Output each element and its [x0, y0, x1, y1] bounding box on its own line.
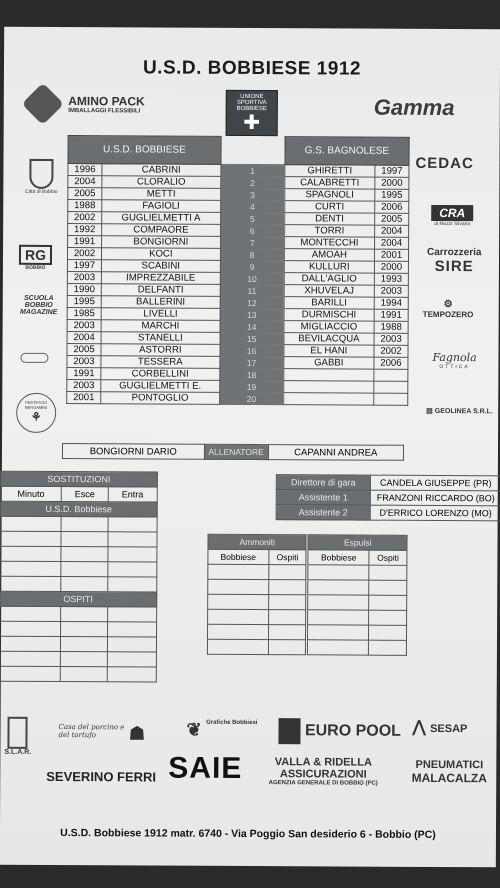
- home-player-name: DELFANTI: [101, 284, 220, 297]
- away-player-name: GABBI: [284, 357, 374, 369]
- away-player-year: [374, 369, 408, 381]
- home-player-year: 1997: [67, 260, 101, 272]
- away-player-name: DALL'AGLIO: [284, 273, 374, 285]
- away-player-name: KULLURI: [284, 261, 374, 273]
- europool-logo: [278, 718, 401, 745]
- home-player-year: 2003: [67, 272, 101, 284]
- rg-title: RG: [19, 245, 52, 265]
- geolinea-label: GEOLINEA S.R.L.: [434, 407, 493, 416]
- saie-logo: SAIE: [168, 751, 243, 785]
- home-player-year: 2001: [67, 392, 101, 404]
- coach-row: [62, 443, 404, 461]
- severino-logo: SEVERINO FERRI: [46, 768, 157, 785]
- cra-sub: di Mozzi Silvana: [434, 220, 471, 228]
- away-coach: CAPANNI ANDREA: [268, 445, 403, 461]
- shirt-number: 14: [220, 320, 284, 332]
- home-player-name: ASTORRI: [101, 344, 220, 357]
- geolinea-logo: [426, 407, 493, 415]
- away-player-year: 2000: [375, 177, 409, 189]
- shirt-number: 10: [220, 272, 284, 284]
- pneumatici-label: PNEUMATICI: [415, 758, 484, 772]
- home-player-year: 2004: [68, 176, 102, 188]
- subs-home-row: [0, 516, 157, 532]
- cra-logo: [431, 205, 473, 227]
- home-player-year: 2004: [67, 332, 101, 344]
- match-sheet: [0, 27, 500, 868]
- porcino-label: Casa del porcino e del tartufo: [58, 723, 125, 740]
- warned-away: Ospiti: [269, 550, 307, 565]
- citta-label: Città di Bobbio: [25, 188, 58, 195]
- sesap-label: SESAP: [430, 722, 468, 736]
- home-player-name: TESSERA: [101, 356, 220, 369]
- shirt-number: 15: [220, 332, 284, 344]
- away-player-year: 2002: [374, 345, 408, 357]
- away-player-name: SPAGNOLI: [284, 189, 374, 201]
- shirt-number: 17: [220, 356, 284, 368]
- away-player-year: 1991: [374, 309, 408, 321]
- subs-col-in: Entra: [108, 487, 157, 502]
- home-team-header: U.S.D. BOBBIESE: [68, 136, 221, 165]
- cards-row: [207, 624, 406, 640]
- assistant1-role: Assistente 1: [276, 490, 370, 505]
- home-player-year: 1990: [67, 284, 101, 296]
- ottica-label: OTTICA: [439, 363, 470, 371]
- home-player-year: 2002: [67, 248, 101, 260]
- cards-row: [208, 609, 407, 625]
- malacalza-label: MALACALZA: [411, 770, 487, 786]
- away-player-name: [283, 369, 373, 381]
- amino-title: AMINO PACK: [68, 94, 145, 109]
- club-crest: [226, 90, 278, 136]
- home-player-name: IMPREZZABILE: [101, 272, 220, 285]
- home-player-year: 2002: [68, 212, 102, 224]
- away-player-name: BARILLI: [284, 297, 374, 309]
- shirt-number: 13: [220, 308, 284, 320]
- crest-line-2: BOBBIESE: [236, 105, 267, 113]
- carrozzeria-label: Carrozzeria: [426, 246, 482, 259]
- wheat-icon: ⚘: [30, 409, 42, 424]
- shirt-number: 12: [220, 296, 284, 308]
- subs-home-row: [0, 561, 157, 577]
- lineup-body: [67, 164, 409, 406]
- home-player-year: 1991: [67, 368, 101, 380]
- away-player-year: 1988: [374, 321, 408, 333]
- home-player-name: CLORALIO: [102, 176, 221, 189]
- home-coach: BONGIORNI DARIO: [62, 444, 204, 460]
- home-player-year: 2005: [68, 188, 102, 200]
- warned-header: Ammoniti: [208, 534, 307, 550]
- shirt-number: 9: [220, 260, 284, 272]
- away-player-year: 2005: [375, 213, 409, 225]
- away-player-year: 1995: [375, 189, 409, 201]
- sentoff-away: Ospiti: [369, 550, 407, 565]
- shirt-number: 8: [220, 248, 284, 260]
- subs-home-label: U.S.D. Bobbiese: [0, 501, 157, 517]
- grafiche-logo: [186, 720, 257, 741]
- home-player-name: FAGIOLI: [102, 200, 221, 213]
- away-player-name: MONTECCHI: [284, 237, 374, 249]
- cra-title: CRA: [431, 205, 473, 221]
- away-player-name: DURMISCHI: [284, 309, 374, 321]
- away-player-name: DENTI: [284, 213, 374, 225]
- pastificio-logo: [16, 393, 56, 433]
- cross-icon: ✚: [243, 111, 261, 135]
- substitutions-table: [0, 471, 158, 683]
- home-player-name: GUGLIELMETTI E.: [101, 380, 220, 393]
- lineup-row: [67, 392, 408, 406]
- away-player-name: XHUVELAJ: [284, 285, 374, 297]
- shirt-number: 1: [221, 164, 285, 176]
- carrozzeria-sire-logo: [427, 247, 482, 275]
- subs-away-row: [0, 621, 157, 637]
- shirt-number: 2: [220, 176, 284, 188]
- sesap-icon: ⋀: [412, 718, 426, 736]
- away-player-name: CALABRETTI: [284, 177, 374, 189]
- home-player-year: 1985: [67, 308, 101, 320]
- subs-away-row: [0, 651, 156, 667]
- away-team-header: G.S. BAGNOLESE: [285, 137, 410, 166]
- home-player-year: 1995: [67, 296, 101, 308]
- subs-away-row: [0, 606, 157, 622]
- porcino-logo: [58, 723, 168, 745]
- door-icon: [8, 717, 28, 749]
- sesap-logo: [412, 717, 467, 737]
- away-player-year: [374, 393, 408, 405]
- subs-title: SOSTITUZIONI: [0, 471, 157, 487]
- subs-away-row: [0, 636, 157, 652]
- mushroom-icon: ☗: [128, 723, 146, 744]
- small-logo: [20, 353, 48, 363]
- away-player-year: 2003: [374, 285, 408, 297]
- home-player-year: 2003: [67, 380, 101, 392]
- cards-row: [208, 564, 407, 580]
- home-player-name: CABRINI: [102, 164, 221, 177]
- shirt-number: 16: [220, 344, 284, 356]
- butterfly-icon: ❦: [186, 719, 202, 740]
- home-player-name: MARCHI: [101, 320, 220, 333]
- citta-bobbio-logo: [19, 159, 63, 195]
- away-player-year: 2004: [375, 225, 409, 237]
- sheet-title: U.S.D. BOBBIESE 1912: [142, 57, 362, 80]
- away-player-name: AMOAH: [284, 249, 374, 261]
- away-player-year: [374, 381, 408, 393]
- shield-icon: [29, 159, 53, 189]
- subs-home-row: [0, 546, 157, 562]
- assistant2-role: Assistente 2: [276, 505, 370, 520]
- coach-label: ALLENATORE: [204, 444, 268, 459]
- shirt-number: 3: [220, 188, 284, 200]
- slar-label: S.L.A.R.: [4, 748, 32, 756]
- home-player-year: 1996: [68, 164, 102, 176]
- sentoff-header: Espulsi: [308, 535, 407, 551]
- amino-pack-logo: [28, 89, 158, 120]
- amino-subtitle: IMBALLAGGI FLESSIBILI: [68, 108, 141, 115]
- home-player-name: LIVELLI: [101, 308, 220, 321]
- away-player-name: TORRI: [284, 225, 374, 237]
- crest-line-1: UNIONE SPORTIVA: [236, 93, 267, 107]
- rg-logo: [19, 245, 52, 271]
- subs-col-out: Esce: [62, 487, 108, 502]
- europool-label: EURO POOL: [304, 722, 402, 740]
- tempozero-logo: [423, 299, 474, 319]
- away-player-year: 2003: [374, 333, 408, 345]
- cards-table: [207, 534, 408, 656]
- home-player-year: 2005: [67, 344, 101, 356]
- shirt-number: 4: [220, 200, 284, 212]
- home-player-year: 1991: [68, 236, 102, 248]
- subs-home-row: [0, 531, 157, 547]
- assistant2-name: D'ERRICO LORENZO (MO): [370, 505, 500, 521]
- away-player-name: MIGLIACCIO: [284, 321, 374, 333]
- home-player-year: 1992: [68, 224, 102, 236]
- home-player-name: BALLERINI: [101, 296, 220, 309]
- shirt-number: 7: [220, 236, 284, 248]
- europool-icon: [278, 718, 300, 744]
- geolinea-icon: ▤: [426, 407, 433, 415]
- away-player-name: [283, 381, 373, 393]
- subs-home-row: [0, 576, 157, 592]
- cards-row: [207, 639, 406, 655]
- rg-sub: BOBBIO: [25, 264, 46, 271]
- home-player-name: KOCI: [101, 248, 220, 261]
- shirt-number: 6: [220, 224, 284, 236]
- fagnola-logo: [432, 351, 476, 370]
- assistant1-name: FRANZONI RICCARDO (BO): [370, 490, 500, 506]
- sentoff-home: Bobbiese: [308, 550, 369, 565]
- cards-row: [208, 594, 407, 610]
- away-player-name: EL HANI: [284, 345, 374, 357]
- home-player-year: 1988: [68, 200, 102, 212]
- slar-logo: [4, 717, 31, 756]
- away-player-year: 1997: [375, 165, 409, 177]
- valla-logo: [262, 756, 384, 787]
- home-player-name: SCABINI: [101, 260, 220, 273]
- away-player-name: BEVILACQUA: [284, 333, 374, 345]
- referee-role: Direttore di gara: [276, 475, 370, 490]
- away-player-name: CURTI: [284, 201, 374, 213]
- valla-label: VALLA & RIDELLA: [274, 756, 372, 769]
- pastificio-label: PASTIFICIO BERGAMINI: [24, 399, 48, 410]
- grafiche-label: Grafiche Bobbiesi: [206, 719, 258, 727]
- away-player-year: 2004: [375, 237, 409, 249]
- referee-name: CANDELA GIUSEPPE (PR): [370, 475, 500, 491]
- cards-row: [208, 579, 407, 595]
- away-player-year: 1993: [374, 273, 408, 285]
- warned-home: Bobbiese: [208, 549, 269, 564]
- home-player-name: GUGLIELMETTI A: [102, 212, 221, 225]
- subs-col-minute: Minuto: [0, 486, 62, 501]
- away-player-year: 2006: [374, 357, 408, 369]
- scuola-logo: SCUOLA BOBBIO MAGAZINE: [20, 294, 58, 316]
- home-player-name: METTI: [102, 188, 221, 201]
- home-player-name: PONTOGLIO: [101, 392, 220, 405]
- home-player-name: CORBELLINI: [101, 368, 220, 381]
- footer-address: U.S.D. Bobbiese 1912 matr. 6740 - Via Poggio San desiderio 6 - Bobbio (PC): [60, 827, 436, 841]
- home-player-name: STANELLI: [101, 332, 220, 345]
- away-player-year: 2006: [375, 201, 409, 213]
- gamma-logo: Gamma: [373, 94, 455, 121]
- shirt-number: 18: [219, 368, 283, 380]
- subs-away-row: [0, 666, 156, 682]
- pneumatici-logo: [402, 759, 496, 785]
- away-player-name: [283, 393, 373, 405]
- home-player-year: 2003: [67, 356, 101, 368]
- header-gap: [221, 136, 285, 164]
- subs-away-label: OSPITI: [0, 591, 157, 607]
- fagnola-label: Fagnola: [432, 350, 477, 365]
- shirt-number: 5: [220, 212, 284, 224]
- shirt-number: 11: [220, 284, 284, 296]
- shirt-number: 20: [219, 392, 283, 404]
- sire-label: SIRE: [434, 257, 474, 276]
- home-player-name: BONGIORNI: [102, 236, 221, 249]
- agenzia-label: AGENZIA GENERALE DI BOBBIO (PC): [268, 780, 378, 787]
- away-player-name: GHIRETTI: [285, 165, 375, 177]
- shirt-number: 19: [219, 380, 283, 392]
- home-player-year: 2003: [67, 320, 101, 332]
- away-player-year: 2000: [374, 261, 408, 273]
- cedac-logo: CEDAC: [415, 154, 474, 173]
- lineup-table: [66, 135, 409, 406]
- tempozero-label: TEMPOZERO: [422, 309, 474, 320]
- away-player-year: 2001: [374, 249, 408, 261]
- assicurazioni-label: ASSICURAZIONI: [279, 768, 367, 781]
- home-player-name: COMPAORE: [102, 224, 221, 237]
- officials-table: [276, 474, 500, 521]
- away-player-year: 1994: [374, 297, 408, 309]
- amino-icon: [22, 83, 64, 125]
- tempozero-icon: ⚙: [443, 299, 453, 311]
